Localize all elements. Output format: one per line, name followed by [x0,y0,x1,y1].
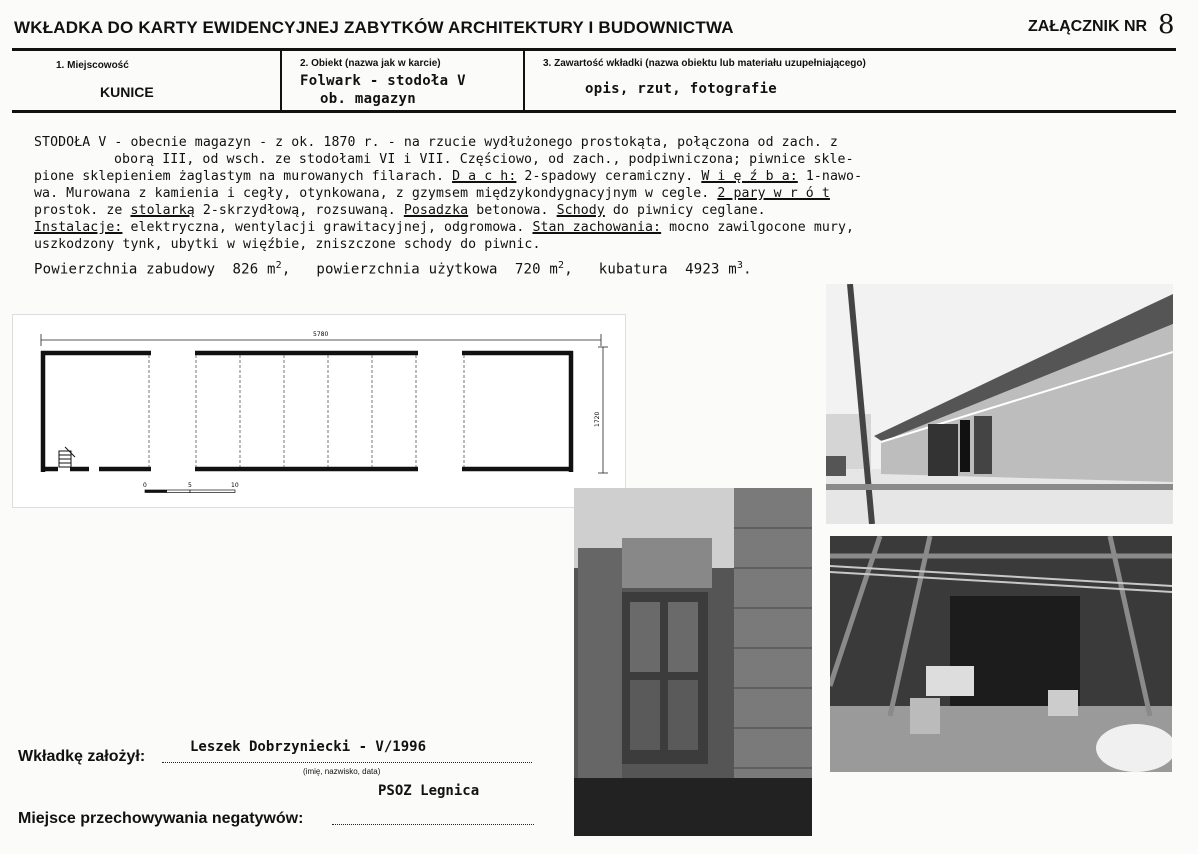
scale-label-5: 5 [188,482,192,489]
content-label: 3. Zawartość wkładki (nazwa obiektu lub materiału uzupełniającego) [543,58,866,69]
description-line-7: uszkodzony tynk, ubytki w więźbie, zniszczone schody do piwnic. [34,237,541,252]
usable-area-label: powierzchnia użytkowa [316,261,498,278]
usable-area-value: 720 m [514,261,559,278]
photo-cellar-door [574,488,812,836]
storage-label: Miejsce przechowywania negatywów: [18,810,304,827]
content-value: opis, rzut, fotografie [585,81,778,97]
usable-area-unit-exp: 2 [558,260,565,271]
founder-caption: (imię, nazwisko, data) [303,767,381,776]
header-rule-top [12,48,1176,51]
object-value-line1: Folwark - stodoła V [300,73,466,89]
storage-value: PSOZ Legnica [378,783,480,799]
description-l6d: mocno zawilgocone mury, [661,220,855,235]
description-l3c: 2-spadowy ceramiczny. [516,169,702,184]
scale-bar [143,482,239,493]
description-l5a: prostok. ze [34,203,131,218]
description-l5e: betonowa. [468,203,557,218]
gates-heading: 2 pary w r ó t [717,186,830,201]
founder-label: Wkładkę założył: [18,748,146,765]
description-l4a: wa. Murowana z kamienia i cegły, otynkowana, z gzymsem międzykondygnacyjnym w cegle. [34,186,718,201]
description-line-6 [34,219,1119,236]
attachment-number: 8 [1158,10,1175,40]
floor-plan [12,314,626,508]
stair-symbol [59,447,75,467]
built-area-unit-exp: 2 [275,260,282,271]
area-line [34,260,752,278]
floor-plan-drawing [13,315,625,507]
founder-dots [162,762,532,763]
header-rule-bottom [12,110,1176,113]
scale-label-0: 0 [143,482,147,489]
field-divider-1 [280,50,282,112]
area-end: . [743,261,752,278]
joinery-heading: stolarką [130,203,195,218]
volume-value: 4923 m [685,261,737,278]
photo-exterior [826,284,1173,524]
description-line-4 [34,185,1119,202]
description-line-3 [34,168,1119,185]
description-l5c: 2-skrzydłową, rozsuwaną. [194,203,404,218]
photo-interior [830,536,1172,772]
description-l5g: do piwnicy ceglane. [604,203,766,218]
field-divider-2 [523,50,525,112]
condition-heading: Stan zachowania: [532,220,662,235]
plan-width-dim: 5780 [313,331,329,338]
founder-value: Leszek Dobrzyniecki - V/1996 [190,739,427,755]
scale-label-10: 10 [231,482,239,489]
roof-heading: D a c h: [452,169,517,184]
description-line-2: oborą III, od wsch. ze stodołami VI i VII. Częściowo, od zach., podpiwniczona; piwnice skle- [114,152,854,167]
storage-dots [332,824,534,825]
description-text [34,134,1119,253]
stairs-heading: Schody [556,203,605,218]
floor-heading: Posadzka [403,203,469,218]
volume-label: kubatura [598,261,668,278]
plan-height-dim: 1720 [594,411,601,427]
description-line-1: STODOŁA V - obecnie magazyn - z ok. 1870 r. - na rzucie wydłużonego prostokąta, połączona od zach. z [34,135,838,150]
built-area-value: 826 m [232,261,276,278]
description-line-5 [34,202,1119,219]
document-title: WKŁADKA DO KARTY EWIDENCYJNEJ ZABYTKÓW ARCHITEKTURY I BUDOWNICTWA [14,18,734,37]
place-label: 1. Miejscowość [56,60,129,71]
place-value: KUNICE [100,84,154,100]
area-sep-1: , [281,261,291,278]
attachment-label: ZAŁĄCZNIK NR [1028,18,1148,35]
description-l3e: 1-nawo- [797,169,863,184]
description-l6b: elektryczna, wentylacji grawitacyjnej, odgromowa. [122,220,533,235]
installations-heading: Instalacje: [34,220,123,235]
volume-unit-exp: 3 [736,260,744,271]
built-area-label: Powierzchnia zabudowy [34,261,216,278]
object-value-line2: ob. magazyn [320,91,417,107]
object-label: 2. Obiekt (nazwa jak w karcie) [300,58,441,69]
truss-heading: W i ę ź b a: [701,169,798,184]
description-l3a: pione sklepieniem żaglastym na murowanych filarach. [34,169,453,184]
area-sep-2: , [564,261,573,278]
